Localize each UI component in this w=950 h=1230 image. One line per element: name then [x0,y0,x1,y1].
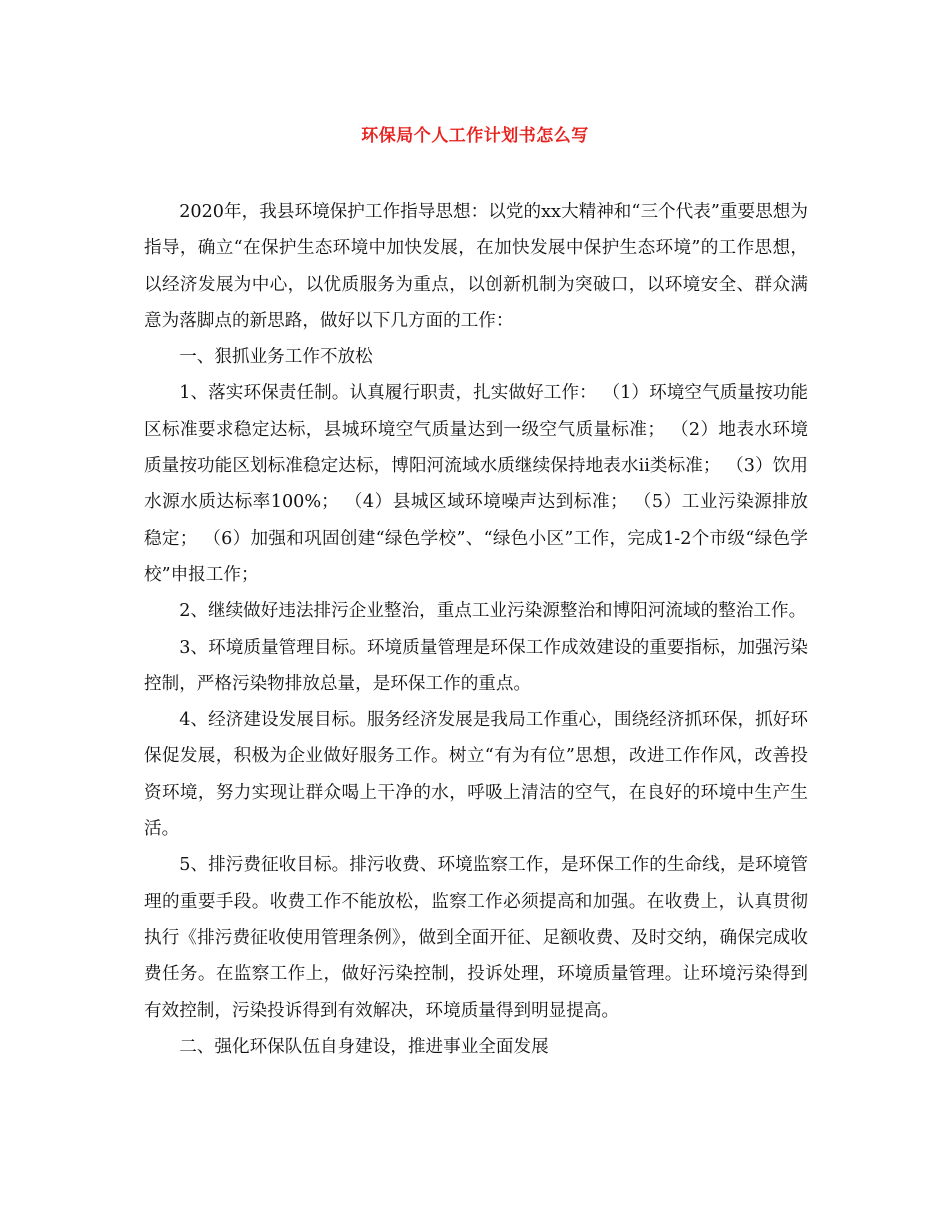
paragraph-item-1: 1、落实环保责任制。认真履行职责，扎实做好工作： （1）环境空气质量按功能区标准要求稳定达标，县城环境空气质量达到一级空气质量标准； （2）地表水环境质量按功能区划标准稳定达标，博阳河流域水质继续保持地表水ii类标准； （3）饮用水源水质达标率100%； （4）县城区域环境噪声达到标准； （5）工业污染源排放稳定； （6）加强和巩固创建“绿色学校”、“绿色小区”工作，完成1-2个市级“绿色学校”申报工作； [144,383,808,585]
paragraph-intro: 2020年，我县环境保护工作指导思想：以党的xx大精神和“三个代表”重要思想为指导，确立“在保护生态环境中加快发展，在加快发展中保护生态环境”的工作思想，以经济发展为中心，以优质服务为重点，以创新机制为突破口，以环境安全、群众满意为落脚点的新思路，做好以下几方面的工作： [144,202,808,331]
paragraph-item-2: 2、继续做好违法排污企业整治，重点工业污染源整治和博阳河流域的整治工作。 [179,601,807,622]
paragraph-item-3: 3、环境质量管理目标。环境质量管理是环保工作成效建设的重要指标，加强污染控制，严格污染物排放总量，是环保工作的重点。 [144,637,808,694]
section-heading-1: 一、狠抓业务工作不放松 [179,347,373,368]
paragraph-item-5: 5、排污费征收目标。排污收费、环境监察工作，是环保工作的生命线，是环境管理的重要手段。收费工作不能放松，监察工作必须提高和加强。在收费上，认真贯彻执行《排污费征收使用管理条例》，做到全面开征、足额收费、及时交纳，确保完成收费任务。在监察工作上，做好污染控制，投诉处理，环境质量管理。让环境污染得到有效控制，污染投诉得到有效解决，环境质量得到明显提高。 [144,855,808,1021]
document-body [144,194,808,1065]
section-heading-2: 二、强化环保队伍自身建设，推进事业全面发展 [179,1036,549,1057]
paragraph-item-4: 4、经济建设发展目标。服务经济发展是我局工作重心，围绕经济抓环保，抓好环保促发展，积极为企业做好服务工作。树立“有为有位”思想，改进工作作风，改善投资环境，努力实现让群众喝上干净的水，呼吸上清洁的空气，在良好的环境中生产生活。 [144,710,808,840]
document-title: 环保局个人工作计划书怎么写 [361,126,589,146]
